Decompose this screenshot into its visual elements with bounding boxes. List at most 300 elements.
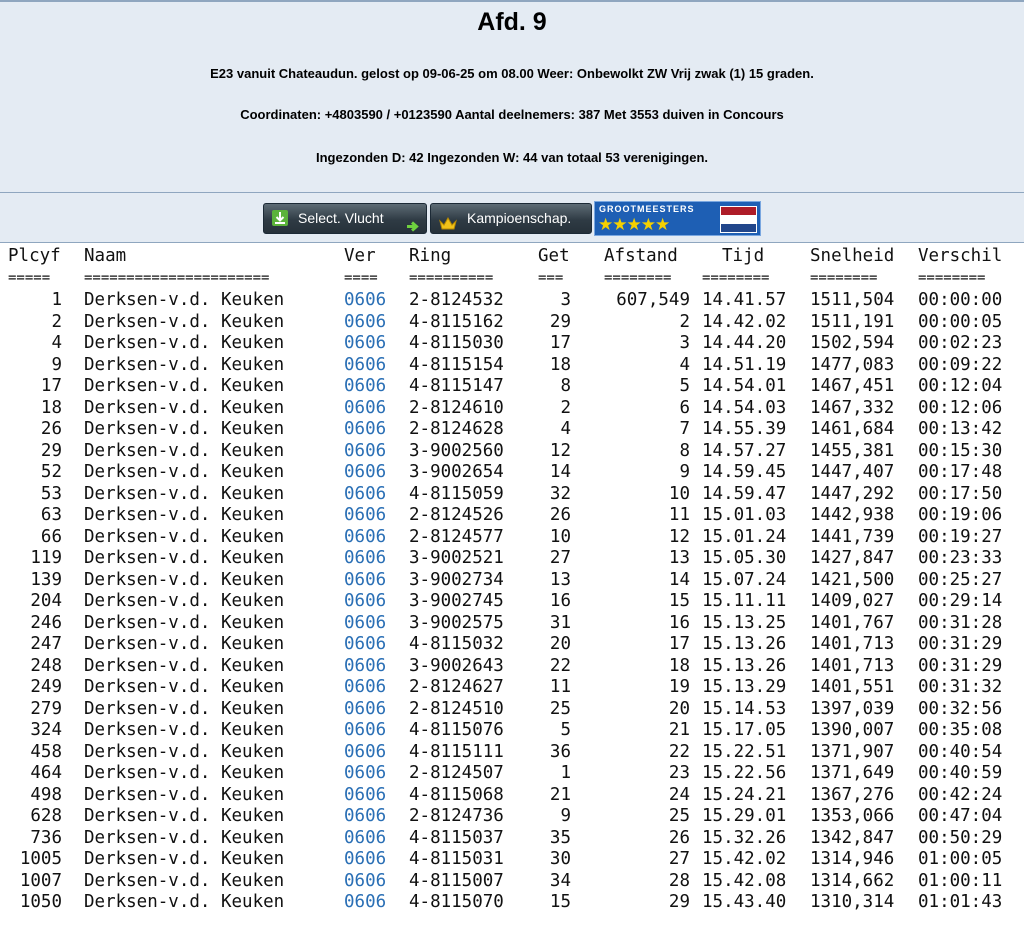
cell-naam: Derksen-v.d. Keuken: [84, 849, 285, 869]
arrow-right-icon: [406, 213, 420, 224]
flight-info: E23 vanuit Chateaudun. gelost op 09-06-25 om 08.00 Weer: Onbewolkt ZW Vrij zwak (1) 15 graden.: [210, 66, 814, 81]
cell-verschil: 00:31:28: [918, 612, 1003, 633]
cell-plc: 1050: [19, 892, 62, 912]
toolbar: [0, 193, 1024, 243]
cell-plc: 53: [40, 483, 62, 504]
cell-snelheid: 1447,292: [810, 483, 895, 504]
table-row: [0, 763, 1024, 785]
cell-verschil: 00:31:32: [918, 677, 1003, 697]
cell-naam: Derksen-v.d. Keuken: [84, 655, 285, 676]
cell-ver-link[interactable]: 0606: [344, 591, 387, 611]
table-row: [0, 355, 1024, 377]
table-row: [0, 656, 1024, 678]
cell-ring: 4-8115111: [409, 741, 504, 762]
cell-snelheid: 1401,713: [810, 634, 895, 654]
cell-afstand: 2: [679, 311, 690, 332]
cell-snelheid: 1511,504: [810, 290, 895, 310]
cell-get: 25: [549, 698, 571, 719]
cell-snelheid: 1455,381: [810, 440, 895, 461]
cell-verschil: 00:19:06: [918, 505, 1003, 525]
cell-ring: 2-8124526: [409, 505, 504, 525]
cell-get: 32: [549, 483, 571, 504]
cell-ring: 2-8124577: [409, 526, 504, 547]
cell-verschil: 00:15:30: [918, 440, 1003, 461]
col-header-tijd: Tijd: [722, 246, 765, 266]
results-header: [0, 0, 1024, 193]
cell-afstand: 5: [679, 376, 690, 396]
cell-ring: 4-8115032: [409, 634, 504, 654]
cell-snelheid: 1401,767: [810, 612, 895, 633]
cell-naam: Derksen-v.d. Keuken: [84, 634, 285, 654]
cell-plc: 279: [30, 698, 62, 719]
table-row: [0, 312, 1024, 334]
table-row: [0, 613, 1024, 635]
cell-get: 12: [549, 440, 571, 461]
separator-ver: ====: [344, 270, 378, 286]
cell-naam: Derksen-v.d. Keuken: [84, 397, 285, 418]
cell-tijd: 15.13.26: [702, 634, 787, 654]
flag-stripe-blue: [721, 224, 756, 232]
cell-get: 20: [549, 634, 571, 654]
cell-afstand: 13: [668, 548, 690, 568]
cell-ver-link[interactable]: 0606: [344, 462, 387, 482]
cell-ring: 2-8124627: [409, 677, 504, 697]
separator-tijd: ========: [702, 270, 770, 286]
cell-snelheid: 1367,276: [810, 784, 895, 805]
cell-get: 30: [549, 849, 571, 869]
cell-afstand: 15: [668, 591, 690, 611]
cell-ver-link[interactable]: 0606: [344, 698, 387, 719]
download-icon: [272, 210, 288, 226]
cell-ver-link[interactable]: 0606: [344, 354, 387, 375]
cell-tijd: 15.13.25: [702, 612, 787, 633]
cell-verschil: 00:19:27: [918, 526, 1003, 547]
cell-ring: 4-8115059: [409, 483, 504, 504]
cell-ring: 2-8124507: [409, 763, 504, 783]
cell-ver-link[interactable]: 0606: [344, 569, 387, 590]
select-flight-label: Select. Vlucht: [298, 210, 384, 226]
cell-naam: Derksen-v.d. Keuken: [84, 290, 285, 310]
cell-ver-link[interactable]: 0606: [344, 440, 387, 461]
cell-afstand: 607,549: [616, 290, 690, 310]
cell-afstand: 21: [668, 720, 690, 740]
cell-verschil: 01:01:43: [918, 892, 1003, 912]
table-row: [0, 290, 1024, 312]
cell-verschil: 00:17:50: [918, 483, 1003, 504]
cell-plc: 52: [40, 462, 62, 482]
table-row: [0, 419, 1024, 441]
cell-verschil: 00:31:29: [918, 655, 1003, 676]
separator-get: ===: [538, 270, 564, 286]
rating-stars-icon: ★★★★★: [598, 215, 670, 234]
cell-verschil: 00:42:24: [918, 784, 1003, 805]
cell-verschil: 00:00:05: [918, 311, 1003, 332]
cell-snelheid: 1477,083: [810, 354, 895, 375]
cell-snelheid: 1441,739: [810, 526, 895, 547]
cell-ver-link[interactable]: 0606: [344, 806, 387, 826]
cell-get: 34: [549, 870, 571, 891]
cell-naam: Derksen-v.d. Keuken: [84, 827, 285, 848]
cell-verschil: 00:09:22: [918, 354, 1003, 375]
cell-afstand: 12: [668, 526, 690, 547]
cell-snelheid: 1314,662: [810, 870, 895, 891]
cell-ring: 4-8115007: [409, 870, 504, 891]
col-header-get: Get: [538, 246, 570, 266]
cell-afstand: 16: [668, 612, 690, 633]
cell-naam: Derksen-v.d. Keuken: [84, 311, 285, 332]
cell-get: 5: [560, 720, 571, 740]
cell-ver-link[interactable]: 0606: [344, 483, 387, 504]
cell-tijd: 15.43.40: [702, 892, 787, 912]
cell-afstand: 29: [668, 892, 690, 912]
cell-ver-link[interactable]: 0606: [344, 763, 387, 783]
cell-verschil: 00:17:48: [918, 462, 1003, 482]
cell-ver-link[interactable]: 0606: [344, 849, 387, 869]
cell-plc: 18: [40, 397, 62, 418]
cell-verschil: 01:00:11: [918, 870, 1003, 891]
cell-naam: Derksen-v.d. Keuken: [84, 870, 285, 891]
cell-plc: 4: [51, 333, 62, 353]
cell-tijd: 15.11.11: [702, 591, 787, 611]
cell-tijd: 15.32.26: [702, 827, 787, 848]
cell-get: 10: [549, 526, 571, 547]
table-row: [0, 634, 1024, 656]
cell-plc: 9: [51, 354, 62, 375]
cell-get: 18: [549, 354, 571, 375]
table-row: [0, 505, 1024, 527]
table-row: [0, 333, 1024, 355]
separator-afstand: ========: [604, 270, 672, 286]
cell-ver-link[interactable]: 0606: [344, 397, 387, 418]
cell-naam: Derksen-v.d. Keuken: [84, 440, 285, 461]
results-table: [0, 244, 1024, 939]
cell-plc: 139: [30, 569, 62, 590]
table-row: [0, 591, 1024, 613]
cell-naam: Derksen-v.d. Keuken: [84, 591, 285, 611]
table-row: [0, 699, 1024, 721]
table-row: [0, 871, 1024, 893]
cell-tijd: 14.41.57: [702, 290, 787, 310]
cell-ver-link[interactable]: 0606: [344, 548, 387, 568]
table-row: [0, 892, 1024, 914]
cell-naam: Derksen-v.d. Keuken: [84, 526, 285, 547]
cell-snelheid: 1353,066: [810, 806, 895, 826]
cell-plc: 17: [40, 376, 62, 396]
cell-ring: 2-8124510: [409, 698, 504, 719]
cell-naam: Derksen-v.d. Keuken: [84, 462, 285, 482]
col-header-verschil: Verschil: [918, 246, 1003, 266]
cell-snelheid: 1390,007: [810, 720, 895, 740]
separator-naam: ======================: [84, 270, 270, 286]
cell-ring: 4-8115162: [409, 311, 504, 332]
cell-plc: 498: [30, 784, 62, 805]
cell-snelheid: 1447,407: [810, 462, 895, 482]
cell-ring: 2-8124628: [409, 419, 504, 439]
cell-ring: 4-8115076: [409, 720, 504, 740]
cell-tijd: 14.57.27: [702, 440, 787, 461]
cell-tijd: 15.22.56: [702, 763, 787, 783]
cell-get: 36: [549, 741, 571, 762]
cell-naam: Derksen-v.d. Keuken: [84, 784, 285, 805]
cell-get: 22: [549, 655, 571, 676]
cell-verschil: 00:02:23: [918, 333, 1003, 353]
cell-naam: Derksen-v.d. Keuken: [84, 806, 285, 826]
cell-get: 17: [549, 333, 571, 353]
cell-verschil: 00:31:29: [918, 634, 1003, 654]
separator-plc: =====: [8, 270, 51, 286]
cell-afstand: 10: [668, 483, 690, 504]
cell-plc: 119: [30, 548, 62, 568]
cell-ring: 3-9002734: [409, 569, 504, 590]
cell-ver-link[interactable]: 0606: [344, 784, 387, 805]
table-row: [0, 527, 1024, 549]
cell-verschil: 00:40:54: [918, 741, 1003, 762]
cell-tijd: 14.44.20: [702, 333, 787, 353]
cell-tijd: 14.54.01: [702, 376, 787, 396]
cell-naam: Derksen-v.d. Keuken: [84, 698, 285, 719]
cell-snelheid: 1421,500: [810, 569, 895, 590]
col-header-plc: Plcyf: [8, 246, 61, 266]
cell-plc: 204: [30, 591, 62, 611]
crown-icon: [439, 212, 457, 226]
cell-get: 13: [549, 569, 571, 590]
col-header-ver: Ver: [344, 246, 376, 266]
cell-ver-link[interactable]: 0606: [344, 870, 387, 891]
cell-ring: 3-9002654: [409, 462, 504, 482]
cell-verschil: 00:12:06: [918, 397, 1003, 418]
cell-tijd: 15.13.26: [702, 655, 787, 676]
cell-get: 4: [560, 419, 571, 439]
table-row: [0, 484, 1024, 506]
cell-snelheid: 1467,332: [810, 397, 895, 418]
cell-naam: Derksen-v.d. Keuken: [84, 763, 285, 783]
cell-tijd: 15.42.08: [702, 870, 787, 891]
cell-afstand: 22: [668, 741, 690, 762]
cell-snelheid: 1401,713: [810, 655, 895, 676]
table-row: [0, 806, 1024, 828]
cell-naam: Derksen-v.d. Keuken: [84, 548, 285, 568]
table-row: [0, 398, 1024, 420]
cell-tijd: 15.24.21: [702, 784, 787, 805]
table-row: [0, 849, 1024, 871]
cell-ring: 4-8115154: [409, 354, 504, 375]
cell-ver-link[interactable]: 0606: [344, 419, 387, 439]
cell-snelheid: 1502,594: [810, 333, 895, 353]
cell-plc: 458: [30, 741, 62, 762]
separator-ring: ==========: [409, 270, 494, 286]
cell-get: 11: [549, 677, 571, 697]
cell-tijd: 15.07.24: [702, 569, 787, 590]
cell-afstand: 4: [679, 354, 690, 375]
cell-plc: 628: [30, 806, 62, 826]
cell-afstand: 19: [668, 677, 690, 697]
cell-plc: 247: [30, 634, 62, 654]
cell-naam: Derksen-v.d. Keuken: [84, 720, 285, 740]
cell-tijd: 15.01.24: [702, 526, 787, 547]
cell-get: 15: [549, 892, 571, 912]
cell-afstand: 17: [668, 634, 690, 654]
cell-naam: Derksen-v.d. Keuken: [84, 741, 285, 762]
table-row: [0, 677, 1024, 699]
cell-ring: 4-8115030: [409, 333, 504, 353]
cell-tijd: 15.42.02: [702, 849, 787, 869]
cell-afstand: 20: [668, 698, 690, 719]
cell-ring: 4-8115070: [409, 892, 504, 912]
cell-snelheid: 1461,684: [810, 419, 895, 439]
cell-snelheid: 1401,551: [810, 677, 895, 697]
cell-get: 14: [549, 462, 571, 482]
cell-plc: 1: [51, 290, 62, 310]
coordinates-info: Coordinaten: +4803590 / +0123590 Aantal deelnemers: 387 Met 3553 duiven in Concours: [240, 107, 784, 122]
cell-tijd: 14.55.39: [702, 419, 787, 439]
cell-ver-link[interactable]: 0606: [344, 827, 387, 848]
cell-ver-link[interactable]: 0606: [344, 526, 387, 547]
cell-get: 8: [560, 376, 571, 396]
cell-afstand: 25: [668, 806, 690, 826]
cell-afstand: 23: [668, 763, 690, 783]
table-row: [0, 785, 1024, 807]
cell-get: 26: [549, 505, 571, 525]
cell-snelheid: 1314,946: [810, 849, 895, 869]
cell-get: 16: [549, 591, 571, 611]
cell-ver-link[interactable]: 0606: [344, 612, 387, 633]
cell-naam: Derksen-v.d. Keuken: [84, 892, 285, 912]
cell-afstand: 7: [679, 419, 690, 439]
cell-plc: 246: [30, 612, 62, 633]
cell-plc: 1005: [19, 849, 62, 869]
cell-plc: 464: [30, 763, 62, 783]
cell-ring: 2-8124610: [409, 397, 504, 418]
cell-get: 3: [560, 290, 571, 310]
table-row: [0, 376, 1024, 398]
cell-ring: 3-9002643: [409, 655, 504, 676]
cell-tijd: 15.01.03: [702, 505, 787, 525]
table-row: [0, 742, 1024, 764]
flag-stripe-white: [721, 215, 756, 223]
cell-afstand: 8: [679, 440, 690, 461]
cell-plc: 2: [51, 311, 62, 332]
cell-get: 9: [560, 806, 571, 826]
dutch-flag-icon: [720, 206, 757, 233]
cell-plc: 248: [30, 655, 62, 676]
cell-tijd: 14.59.47: [702, 483, 787, 504]
col-header-naam: Naam: [84, 246, 127, 266]
cell-verschil: 00:00:00: [918, 290, 1003, 310]
cell-afstand: 18: [668, 655, 690, 676]
cell-ver-link[interactable]: 0606: [344, 634, 387, 654]
cell-tijd: 14.59.45: [702, 462, 787, 482]
col-header-afstand: Afstand: [604, 246, 678, 266]
cell-snelheid: 1371,907: [810, 741, 895, 762]
cell-get: 27: [549, 548, 571, 568]
cell-naam: Derksen-v.d. Keuken: [84, 505, 285, 525]
cell-afstand: 28: [668, 870, 690, 891]
cell-get: 29: [549, 311, 571, 332]
cell-get: 1: [560, 763, 571, 783]
cell-plc: 26: [40, 419, 62, 439]
cell-verschil: 00:40:59: [918, 763, 1003, 783]
cell-get: 21: [549, 784, 571, 805]
cell-tijd: 15.05.30: [702, 548, 787, 568]
cell-ring: 4-8115037: [409, 827, 504, 848]
cell-ver-link[interactable]: 0606: [344, 741, 387, 762]
cell-afstand: 14: [668, 569, 690, 590]
cell-afstand: 24: [668, 784, 690, 805]
table-row: [0, 441, 1024, 463]
cell-ver-link[interactable]: 0606: [344, 655, 387, 676]
cell-tijd: 15.13.29: [702, 677, 787, 697]
cell-plc: 66: [40, 526, 62, 547]
cell-ver-link[interactable]: 0606: [344, 290, 387, 310]
cell-verschil: 00:32:56: [918, 698, 1003, 719]
cell-naam: Derksen-v.d. Keuken: [84, 483, 285, 504]
col-header-snelheid: Snelheid: [810, 246, 895, 266]
cell-tijd: 14.51.19: [702, 354, 787, 375]
grootmeesters-badge[interactable]: [594, 201, 761, 236]
cell-snelheid: 1442,938: [810, 505, 895, 525]
cell-tijd: 14.42.02: [702, 311, 787, 332]
select-flight-button[interactable]: [263, 203, 427, 234]
cell-ring: 3-9002560: [409, 440, 504, 461]
cell-get: 35: [549, 827, 571, 848]
cell-verschil: 00:29:14: [918, 591, 1003, 611]
cell-afstand: 6: [679, 397, 690, 418]
cell-plc: 324: [30, 720, 62, 740]
cell-naam: Derksen-v.d. Keuken: [84, 569, 285, 590]
cell-ver-link[interactable]: 0606: [344, 333, 387, 353]
grootmeesters-text: GROOTMEESTERS: [599, 204, 695, 214]
cell-get: 2: [560, 397, 571, 418]
cell-snelheid: 1397,039: [810, 698, 895, 719]
separator-snelheid: ========: [810, 270, 878, 286]
cell-ver-link[interactable]: 0606: [344, 376, 387, 396]
cell-ring: 2-8124532: [409, 290, 504, 310]
table-separator-row: [0, 268, 1024, 290]
cell-tijd: 15.17.05: [702, 720, 787, 740]
cell-tijd: 15.29.01: [702, 806, 787, 826]
table-row: [0, 828, 1024, 850]
cell-tijd: 15.14.53: [702, 698, 787, 719]
cell-verschil: 00:50:29: [918, 827, 1003, 848]
cell-ver-link[interactable]: 0606: [344, 677, 387, 697]
cell-ring: 4-8115031: [409, 849, 504, 869]
entries-info: Ingezonden D: 42 Ingezonden W: 44 van totaal 53 verenigingen.: [316, 150, 708, 165]
cell-verschil: 00:23:33: [918, 548, 1003, 568]
table-header-row: [0, 246, 1024, 268]
cell-ver-link[interactable]: 0606: [344, 720, 387, 740]
cell-ring: 4-8115147: [409, 376, 504, 396]
cell-tijd: 14.54.03: [702, 397, 787, 418]
cell-snelheid: 1342,847: [810, 827, 895, 848]
page-title: Afd. 9: [477, 8, 547, 36]
cell-ver-link[interactable]: 0606: [344, 505, 387, 525]
cell-verschil: 00:13:42: [918, 419, 1003, 439]
cell-get: 31: [549, 612, 571, 633]
separator-verschil: ========: [918, 270, 986, 286]
kampioenschap-button[interactable]: [430, 203, 592, 234]
cell-ring: 3-9002745: [409, 591, 504, 611]
cell-ring: 2-8124736: [409, 806, 504, 826]
cell-ver-link[interactable]: 0606: [344, 892, 387, 912]
cell-verschil: 00:35:08: [918, 720, 1003, 740]
cell-snelheid: 1467,451: [810, 376, 895, 396]
cell-snelheid: 1371,649: [810, 763, 895, 783]
cell-ver-link[interactable]: 0606: [344, 311, 387, 332]
cell-verschil: 00:47:04: [918, 806, 1003, 826]
table-row: [0, 548, 1024, 570]
cell-ring: 3-9002575: [409, 612, 504, 633]
cell-afstand: 3: [679, 333, 690, 353]
